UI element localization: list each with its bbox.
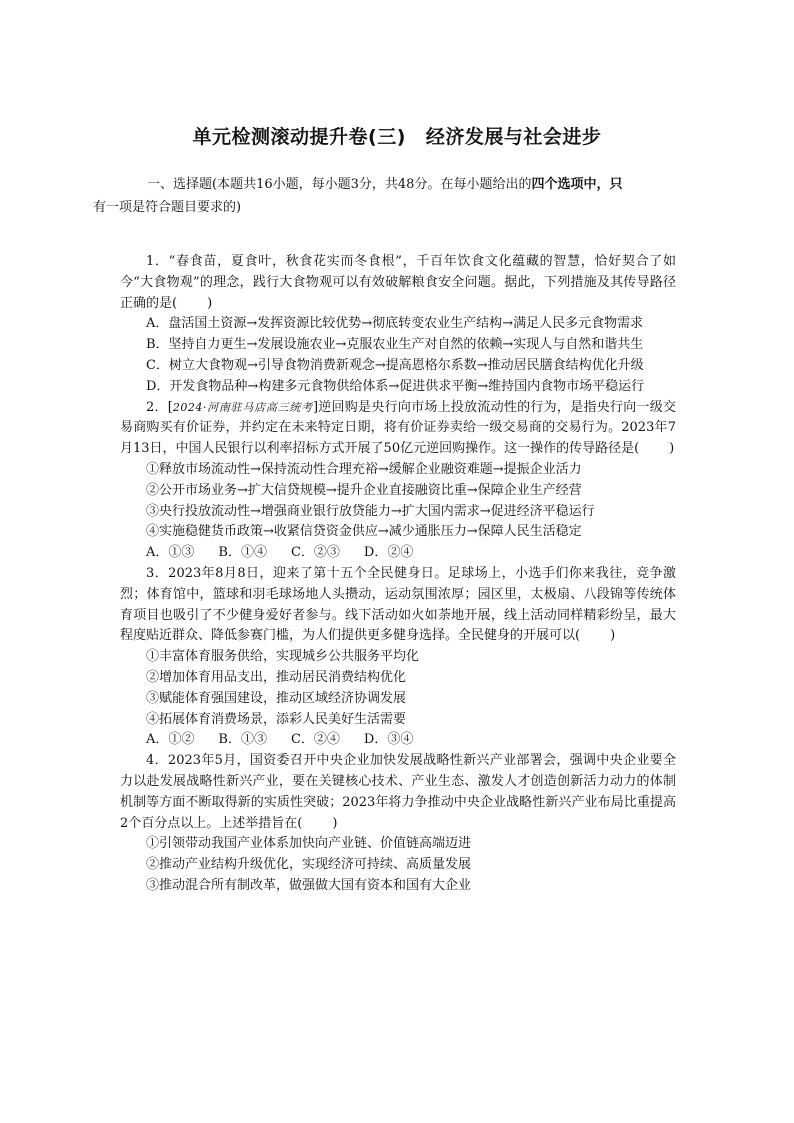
item-1: ①释放市场流动性→保持流动性合理充裕→缓解企业融资难题→提振企业活力: [146, 461, 582, 477]
choice-b: B．①③: [218, 732, 267, 748]
question-2: [120, 398, 676, 564]
title-main: 单元检测滚动提升卷(三): [192, 126, 406, 148]
item-2: ②公开市场业务→扩大信贷规模→提升企业直接融资比重→保障企业生产经营: [146, 482, 582, 498]
section-text: (本题共16小题，每小题3分，共48分。在每小题给出的: [212, 177, 532, 192]
item-3: ③央行投放流动性→增强商业银行放贷能力→扩大国内需求→促进经济平稳运行: [146, 503, 595, 519]
choice-b: B．①④: [218, 545, 267, 561]
question-stem: [120, 751, 676, 834]
choice-c: C．②③: [290, 545, 340, 561]
question-stem: [120, 252, 676, 314]
questions: [120, 252, 676, 897]
stem-text: 3．2023年8月8日，迎来了第十五个全民健身日。足球场上，小选手们你来我往，竞争激烈；体育馆中，篮球和羽毛球场地人头攒动，运动氛围浓厚；园区里，太极扇、八段锦等传统体育项目也吸引了不少健身爱好者参与。线下活动如火如荼地开展，线上活动同样精彩纷呈，最大程度贴近群众、降低参赛门槛，为人们提供更多健身选择。全民健身的开展可以(: [120, 565, 676, 644]
question-number: 2．[: [146, 399, 173, 415]
choice-d: D．③④: [363, 732, 414, 748]
option-a: A．盘活国土资源→发挥资源比较优势→彻底转变农业生产结构→满足人民多元食物需求: [146, 316, 644, 332]
item-2: ②增加体育用品支出，推动居民消费结构优化: [146, 669, 407, 685]
question-1: [120, 252, 676, 398]
stem-text: 4．2023年5月，国资委召开中央企业加快发展战略性新兴产业部署会，强调中央企业要全力以赴发展战略性新兴产业，要在关键核心技术、产业生态、激发人才创造创新活力动力的体制机制等方面不断取得新的实质性突破；2023年将力争推动中央企业战略性新兴产业布局比重提高2个百分点以上。上述举措旨在(: [120, 753, 676, 831]
question-stem: [120, 564, 676, 647]
stem-text: 1．“春食苗，夏食叶，秋食花实而冬食根”，千百年饮食文化蕴藏的智慧，恰好契合了如今“大食物观”的理念，践行大食物观可以有效破解粮食安全问题。据此，下列措施及其传导路径正确的是(: [120, 254, 676, 311]
section-instructions: [93, 173, 676, 219]
stem-text: ]逆回购是央行向市场上投放流动性的行为，是指央行向一级交易商购买有价证券，并约定在未来特定日期，将有价证券卖给一级交易商的交易行为。2023年7月13日，中国人民银行以利率招标方式开展了50亿元逆回购操作。这一操作的传导路径是(: [120, 399, 677, 457]
choice-a: A．①②: [146, 732, 195, 748]
item-4: ④拓展体育消费场景，添彩人民美好生活需要: [146, 711, 407, 727]
stem-close: ): [207, 295, 213, 311]
title-sub: 经济发展与社会进步: [425, 126, 602, 148]
choice-row: [120, 730, 676, 751]
question-stem: [120, 398, 676, 460]
question-3: [120, 564, 676, 751]
section-bold-tail: 四个选项中，只: [531, 177, 623, 192]
item-3: ③推动混合所有制改革，做强做大国有资本和国有大企业: [146, 877, 472, 893]
choice-a: A．①③: [146, 545, 195, 561]
item-1: ①引领带动我国产业体系加快向产业链、价值链高端迈进: [146, 836, 472, 852]
item-1: ①丰富体育服务供给，实现城乡公共服务平均化: [146, 649, 420, 665]
choice-c: C．②④: [290, 732, 340, 748]
choice-d: D．②④: [363, 545, 414, 561]
section-line2: 有一项是符合题目要求的): [93, 200, 242, 215]
stem-close: ): [332, 815, 338, 831]
stem-close: ): [669, 441, 675, 457]
question-source: 2024·河南驻马店高三统考: [172, 400, 313, 414]
item-2: ②推动产业结构升级优化，实现经济可持续、高质量发展: [146, 857, 472, 873]
item-3: ③赋能体育强国建设，推动区域经济协调发展: [146, 690, 407, 706]
section-label: 一、选择题: [147, 177, 213, 192]
page-title: [0, 122, 794, 149]
choice-row: [120, 543, 676, 564]
question-4: [120, 751, 676, 897]
stem-close: ): [610, 628, 616, 644]
item-4: ④实施稳健货币政策→收紧信贷资金供应→减少通胀压力→保障人民生活稳定: [146, 524, 582, 540]
option-c: C．树立大食物观→引导食物消费新观念→提高恩格尔系数→推动居民膳食结构优化升级: [146, 357, 644, 373]
option-d: D．开发食物品种→构建多元食物供给体系→促进供求平衡→维持国内食物市场平稳运行: [146, 378, 645, 394]
option-b: B．坚持自力更生→发展设施农业→克服农业生产对自然的依赖→实现人与自然和谐共生: [146, 337, 644, 353]
